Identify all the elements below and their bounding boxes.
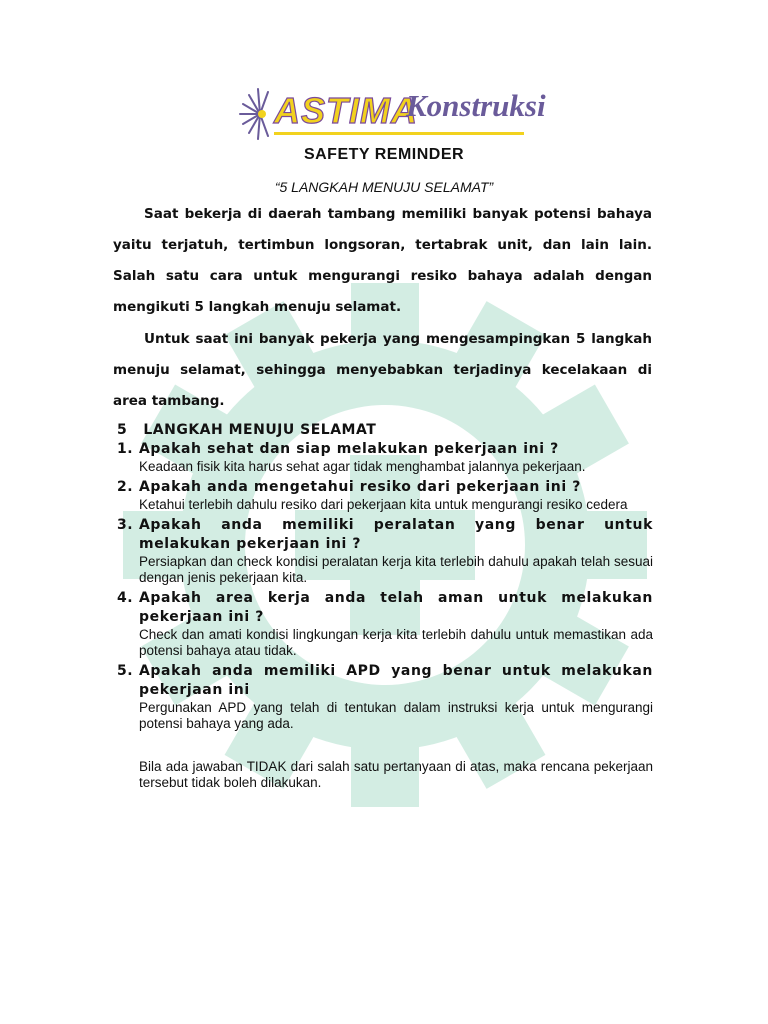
step-question: Apakah anda memiliki APD yang benar untuk melakukan pekerjaan ini [139,663,653,698]
step-question: Apakah area kerja anda telah aman untuk melakukan pekerjaan ini ? [139,590,653,625]
steps-heading: 5 LANGKAH MENUJU SELAMAT [117,422,377,438]
logo-underline [274,132,524,135]
steps-list [0,440,768,735]
step-description: Ketahui terlebih dahulu resiko dari pekerjaan kita untuk mengurangi resiko cedera [139,497,628,512]
document-subtitle: “5 LANGKAH MENUJU SELAMAT” [274,179,494,195]
step-number: 1. [117,441,134,457]
context-paragraph: Untuk saat ini banyak pekerja yang mengesampingkan 5 langkah menuju selamat, sehingga menyebabkan terjadinya kecelakaan di area tambang. [113,331,652,409]
step-number: 3. [117,517,134,533]
step-item [0,516,653,586]
step-question: Apakah anda mengetahui resiko dari pekerjaan ini ? [139,479,581,495]
step-item [0,478,653,513]
company-logo [238,82,546,146]
step-question: Apakah sehat dan siap melakukan pekerjaan ini ? [139,441,559,457]
step-number: 5. [117,663,134,679]
intro-paragraph: Saat bekerja di daerah tambang memiliki banyak potensi bahaya yaitu terjatuh, tertimbun longsoran, tertabrak unit, dan lain lain. Salah satu cara untuk mengurangi resiko bahaya adalah dengan mengikuti 5 langkah menuju selamat. [113,206,652,315]
logo-suffix: Konstruksi [406,88,546,123]
step-description: Keadaan fisik kita harus sehat agar tidak menghambat jalannya pekerjaan. [139,459,586,474]
step-item [0,440,653,475]
step-number: 4. [117,590,134,606]
step-description: Check dan amati kondisi lingkungan kerja kita terlebih dahulu untuk memastikan ada potensi bahaya atau tidak. [139,627,653,658]
document-title: SAFETY REMINDER [303,146,465,163]
step-question: Apakah anda memiliki peralatan yang benar untuk melakukan pekerjaan ini ? [139,517,653,552]
step-item [0,589,653,659]
step-description: Persiapkan dan check kondisi peralatan kerja kita terlebih dahulu apakah telah sesuai dengan jenis pekerjaan kita. [139,554,653,585]
step-item [0,662,653,732]
final-note: Bila ada jawaban TIDAK dari salah satu pertanyaan di atas, maka rencana pekerjaan tersebut tidak boleh dilakukan. [139,759,653,790]
burst-icon [238,84,274,144]
step-number: 2. [117,479,134,495]
logo-wordmark: ASTIMA [274,90,418,131]
step-description: Pergunakan APD yang telah di tentukan dalam instruksi kerja untuk mengurangi potensi bahaya yang ada. [139,700,653,731]
